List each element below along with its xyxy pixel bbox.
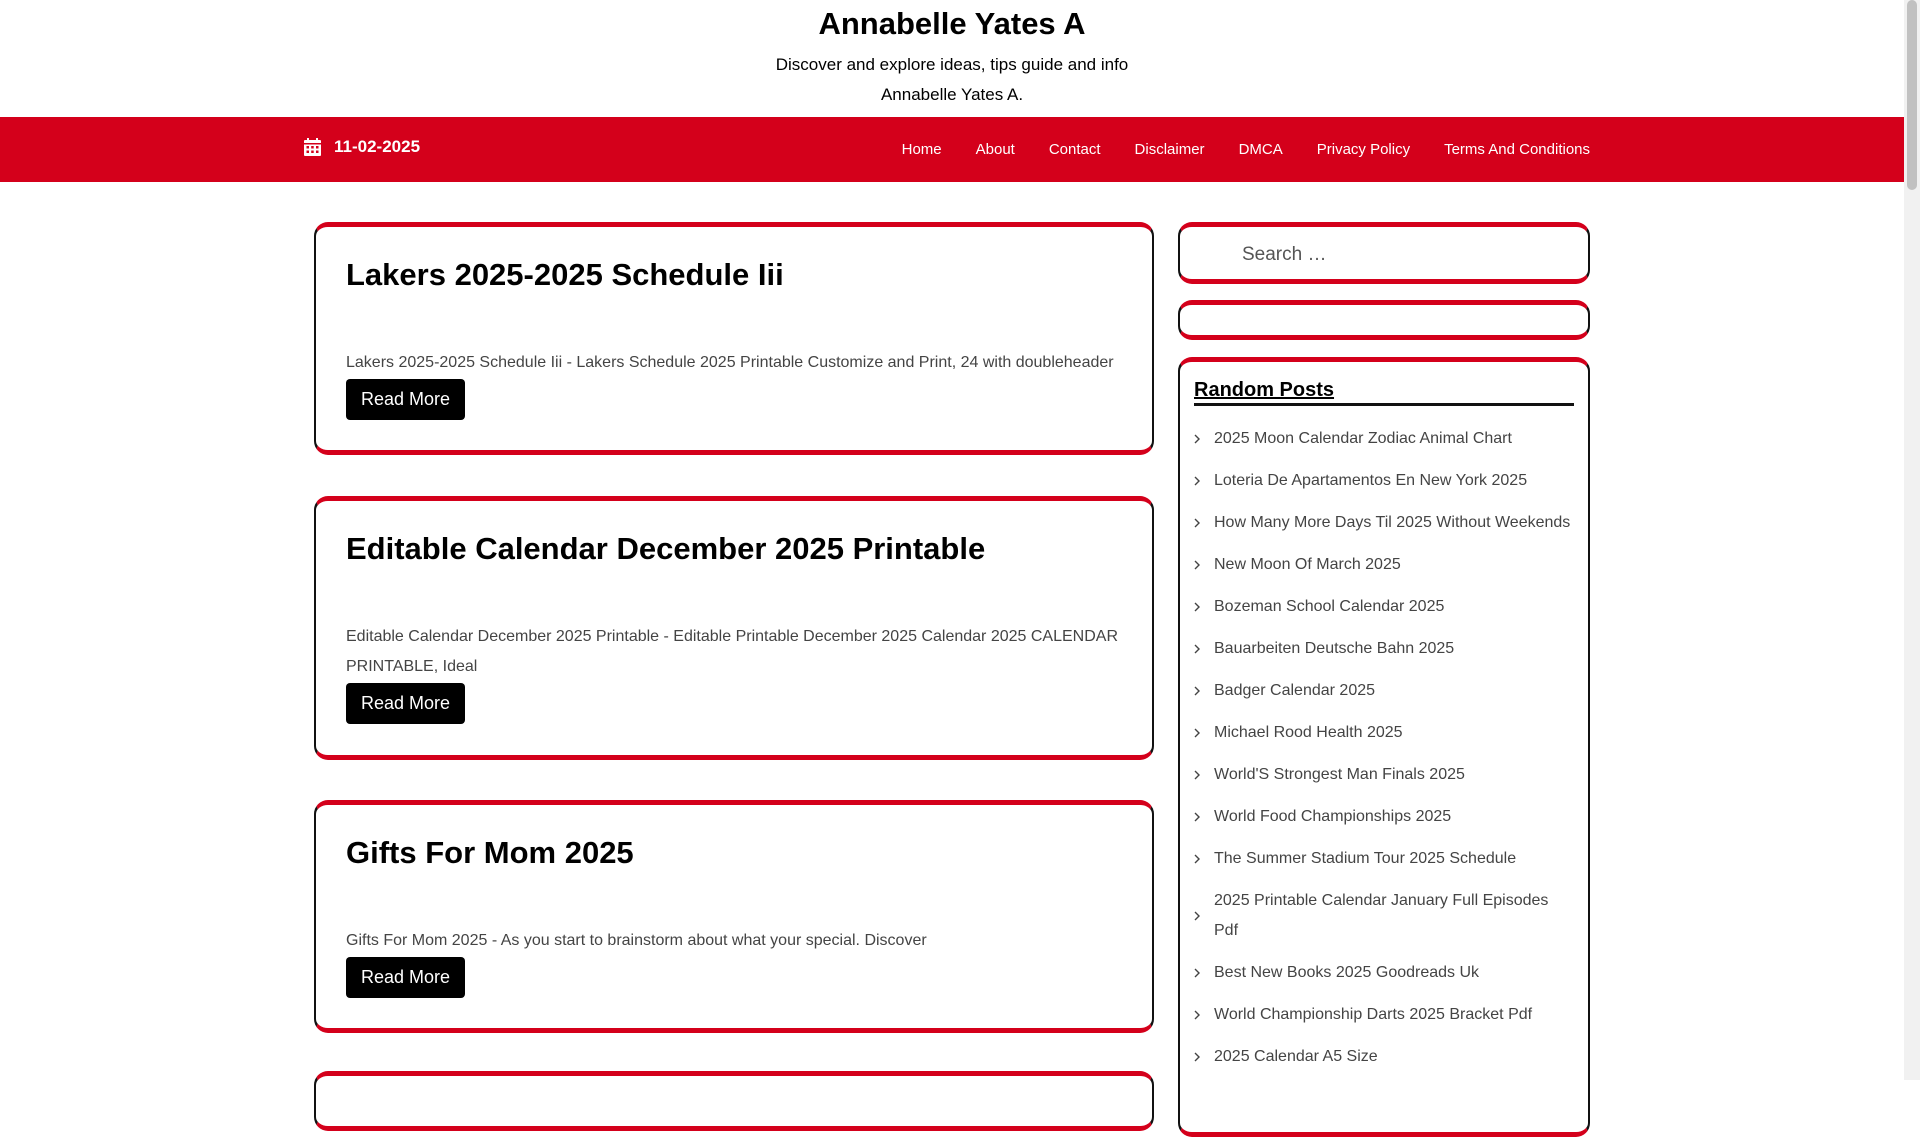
post-card: [314, 222, 1154, 455]
random-post-link[interactable]: Loteria De Apartamentos En New York 2025: [1214, 472, 1528, 489]
post-title[interactable]: Gifts For Mom 2025: [346, 835, 634, 870]
nav-dmca[interactable]: DMCA: [1238, 141, 1283, 158]
date-text: 11-02-2025: [334, 137, 421, 156]
read-more-button[interactable]: Read More: [346, 379, 465, 420]
post-excerpt: Lakers 2025-2025 Schedule Iii - Lakers Schedule 2025 Printable Customize and Print, 24 with doubleheader: [346, 354, 1114, 371]
random-post-link[interactable]: 2025 Calendar A5 Size: [1214, 1048, 1378, 1065]
random-post-link[interactable]: How Many More Days Til 2025 Without Weekends: [1214, 514, 1571, 531]
post-excerpt: Gifts For Mom 2025 - As you start to brainstorm about what your special. Discover: [346, 932, 927, 949]
list-item: [1194, 508, 1574, 538]
empty-widget: [1178, 300, 1590, 340]
post-title[interactable]: Lakers 2025-2025 Schedule Iii: [346, 257, 784, 292]
chevron-right-icon: [1194, 1010, 1200, 1020]
chevron-right-icon: [1194, 434, 1200, 444]
random-post-link[interactable]: 2025 Moon Calendar Zodiac Animal Chart: [1214, 430, 1512, 447]
list-item: [1194, 466, 1574, 496]
chevron-right-icon: [1194, 812, 1200, 822]
random-post-link[interactable]: Bauarbeiten Deutsche Bahn 2025: [1214, 640, 1455, 657]
list-item: [1194, 1000, 1574, 1030]
site-header: [0, 0, 1904, 117]
nav-about[interactable]: About: [975, 141, 1015, 158]
list-item: [1194, 844, 1574, 874]
chevron-right-icon: [1194, 476, 1200, 486]
chevron-right-icon: [1194, 686, 1200, 696]
list-item: [1194, 958, 1574, 988]
random-post-link[interactable]: Best New Books 2025 Goodreads Uk: [1214, 964, 1480, 981]
nav-terms[interactable]: Terms And Conditions: [1444, 141, 1590, 158]
random-post-link[interactable]: Bozeman School Calendar 2025: [1214, 598, 1445, 615]
page-scrollbar[interactable]: [1904, 0, 1920, 1080]
list-item: [1194, 550, 1574, 580]
random-post-link[interactable]: World Championship Darts 2025 Bracket Pdf: [1214, 1006, 1533, 1023]
top-bar: [0, 117, 1904, 182]
list-item: [1194, 760, 1574, 790]
post-title[interactable]: Editable Calendar December 2025 Printable: [346, 531, 986, 566]
list-item: [1194, 802, 1574, 832]
list-item: [1194, 1042, 1574, 1072]
random-posts-widget: [1178, 357, 1590, 1137]
chevron-right-icon: [1194, 911, 1200, 921]
random-post-link[interactable]: Michael Rood Health 2025: [1214, 724, 1403, 741]
list-item: [1194, 886, 1574, 946]
calendar-icon: [304, 138, 321, 156]
chevron-right-icon: [1194, 968, 1200, 978]
random-post-link[interactable]: World Food Championships 2025: [1214, 808, 1452, 825]
main-nav: [868, 117, 1590, 182]
post-excerpt: Editable Calendar December 2025 Printable - Editable Printable December 2025 Calendar 2025 CALENDAR PRINTABLE, Ideal: [346, 628, 1118, 675]
nav-disclaimer[interactable]: Disclaimer: [1134, 141, 1205, 158]
search-widget: [1178, 222, 1590, 284]
chevron-right-icon: [1194, 602, 1200, 612]
search-input[interactable]: [1240, 239, 1540, 271]
random-post-link[interactable]: New Moon Of March 2025: [1214, 556, 1401, 573]
read-more-button[interactable]: Read More: [346, 957, 465, 998]
list-item: [1194, 634, 1574, 664]
random-post-link[interactable]: World'S Strongest Man Finals 2025: [1214, 766, 1465, 783]
random-posts-list: [1194, 424, 1574, 1084]
chevron-right-icon: [1194, 854, 1200, 864]
scrollbar-thumb[interactable]: [1907, 0, 1917, 190]
nav-home[interactable]: Home: [901, 141, 942, 158]
post-card: [314, 496, 1154, 760]
nav-contact[interactable]: Contact: [1048, 141, 1101, 158]
chevron-right-icon: [1194, 518, 1200, 528]
random-post-link[interactable]: 2025 Printable Calendar January Full Episodes Pdf: [1214, 892, 1549, 939]
random-post-link[interactable]: The Summer Stadium Tour 2025 Schedule: [1214, 850, 1517, 867]
chevron-right-icon: [1194, 560, 1200, 570]
date-display: [304, 137, 420, 157]
post-card: [314, 1071, 1154, 1131]
chevron-right-icon: [1194, 1052, 1200, 1062]
chevron-right-icon: [1194, 728, 1200, 738]
chevron-right-icon: [1194, 770, 1200, 780]
post-card: [314, 800, 1154, 1033]
list-item: [1194, 676, 1574, 706]
random-posts-title: Random Posts: [1194, 377, 1574, 406]
read-more-button[interactable]: Read More: [346, 683, 465, 724]
list-item: [1194, 718, 1574, 748]
site-description: Discover and explore ideas, tips guide and info Annabelle Yates A.: [775, 55, 1129, 104]
random-post-link[interactable]: Badger Calendar 2025: [1214, 682, 1376, 699]
list-item: [1194, 424, 1574, 454]
chevron-right-icon: [1194, 644, 1200, 654]
list-item: [1194, 592, 1574, 622]
nav-privacy-policy[interactable]: Privacy Policy: [1316, 141, 1411, 158]
site-title[interactable]: Annabelle Yates A: [818, 6, 1086, 41]
